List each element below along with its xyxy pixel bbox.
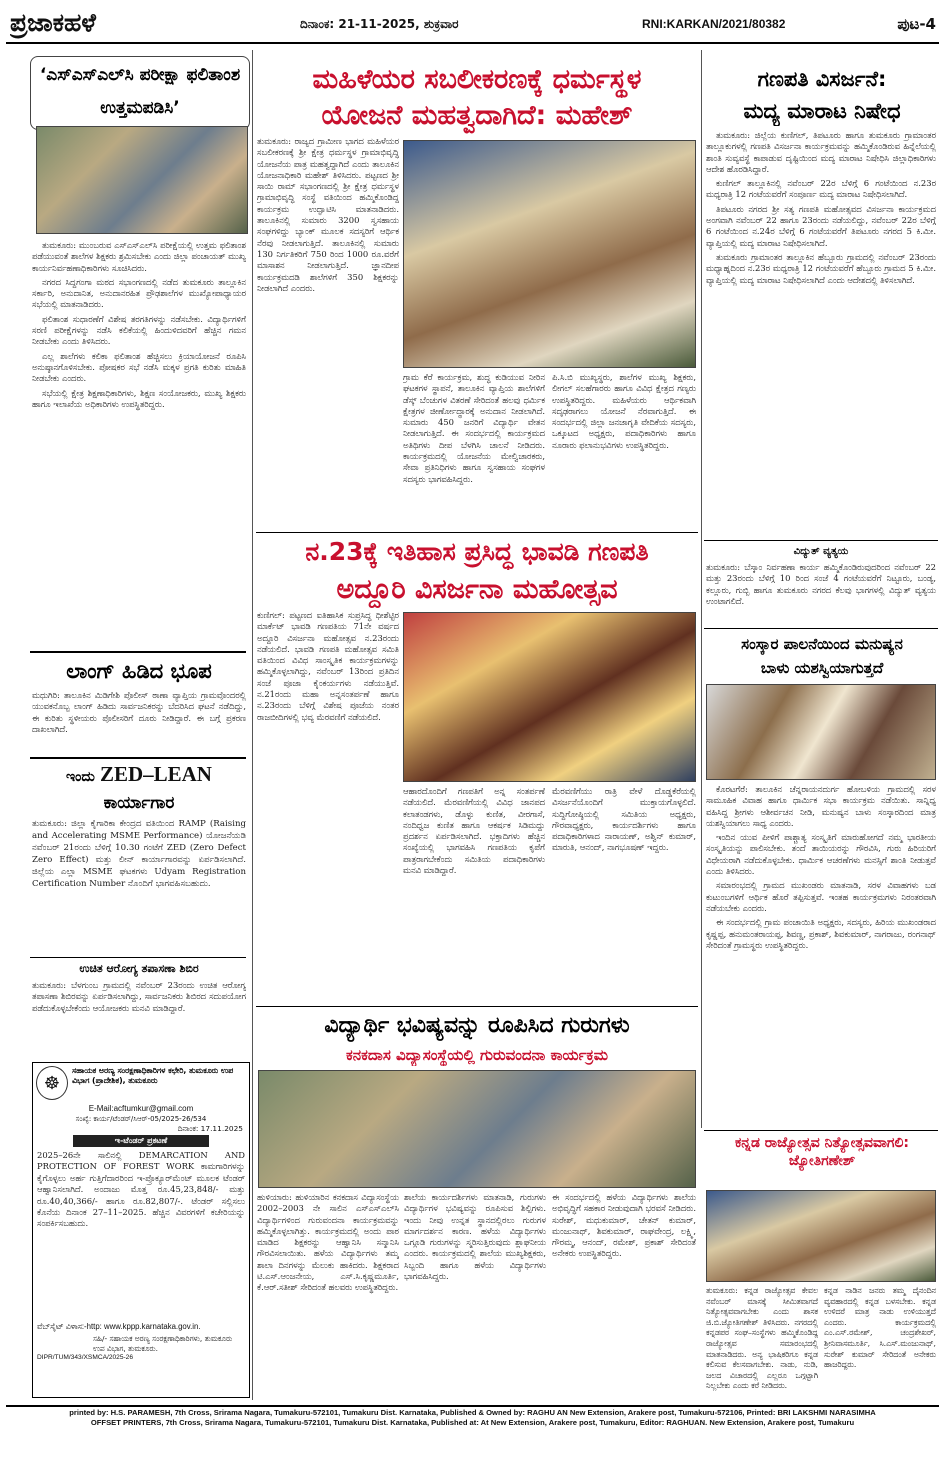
ban-headline-2: ಮದ್ಯ ಮಾರಾಟ ನಿಷೇಧ (743, 99, 901, 123)
sslc-headline: ‘ಎಸ್‌ಎಸ್‌ಎಲ್‌ಸಿ ಪರೀಕ್ಷಾ ಫಲಿತಾಂಶ ಉತ್ತಮಪಡಿಸಿ’ (39, 65, 241, 118)
forest-signatory: ಸಹಿ/- ಸಹಾಯಕ ಅರಣ್ಯ ಸಂರಕ್ಷಣಾಧಿಕಾರಿಗಳು, ತುಮಕೂರು ಉಪ ವಿಭಾಗ, ತುಮಕೂರು. (93, 1334, 233, 1353)
ban-para: ತುಮಕೂರು ಗ್ರಾಮಾಂತರ ತಾಲ್ಲೂಕಿನ ಹೆಬ್ಬೂರು ಗ್ರಾಮದಲ್ಲಿ ನವೆಂಬರ್ 23ರಂದು ಮಧ್ಯಾಹ್ನದಿಂದ ನ.23ರ ಮಧ್ಯರಾತ್ರಿ 12 ಗಂಟೆಯವರೆಗೆ ಹೆಬ್ಬೂರು ಗ್ರಾಮದ 5 ಕಿ.ಮೀ. ವ್ಯಾಪ್ತಿಯಲ್ಲಿ ಮದ್ಯ ಮಾರಾಟ ನಿಷೇಧಿಸಲಾಗಿದೆ ಎಂದು ಆದೇಶದಲ್ಲಿ ತಿಳಿಸಲಾಗಿದೆ. (706, 251, 936, 285)
column-rule (701, 50, 702, 1128)
jyothi-felicitation-photo (706, 1190, 936, 1282)
health-camp-headline: ಉಚಿತ ಆರೋಗ್ಯ ತಪಾಸಣಾ ಶಿಬಿರ (79, 962, 199, 975)
divider (704, 540, 938, 541)
gurugalu-col-2: ಶಾಲೆಯ ಕಾರ್ಯದರ್ಶಿಗಳು ಮಾತನಾಡಿ, ಗುರುಗಳು ವಿದ್ಯಾರ್ಥಿಗಳ ಭವಿಷ್ಯವನ್ನು ರೂಪಿಸುವ ಶಿಲ್ಪಿಗಳು. ಇಂದು ನೀವು ಉನ್ನತ ಸ್ಥಾನದಲ್ಲಿರಲು ಗುರುಗಳ ಮಾರ್ಗದರ್ಶನ ಕಾರಣ. ಹಳೆಯ ವಿದ್ಯಾರ್ಥಿಗಳು ಒಗ್ಗೂಡಿ ಗುರುಗಳನ್ನು ಸ್ಮರಿಸುತ್ತಿರುವುದು ಶ್ಲಾಘನೀಯ ಎಂದರು. ಕಾರ್ಯಕ್ರಮದಲ್ಲಿ ಶಾಲೆಯ ಮುಖ್ಯಶಿಕ್ಷಕರು, ಸಿಬ್ಬಂದಿ ಹಾಗೂ ಹಳೆಯ ವಿದ್ಯಾರ್ಥಿಗಳು ಭಾಗವಹಿಸಿದ್ದರು. (404, 1192, 546, 1282)
sslc-para: ಫಲಿತಾಂಶ ಸುಧಾರಣೆಗೆ ವಿಶೇಷ ತರಗತಿಗಳನ್ನು ನಡೆಸಬೇಕು. ವಿದ್ಯಾರ್ಥಿಗಳಿಗೆ ಸರಣಿ ಪರೀಕ್ಷೆಗಳನ್ನು ನಡೆಸಿ ಕಲಿಕೆಯಲ್ಲಿ ಹಿಂದುಳಿದವರಿಗೆ ಹೆಚ್ಚಿನ ಗಮನ ನೀಡಬೇಕು ಎಂದು ತಿಳಿಸಿದರು. (32, 313, 246, 347)
forest-tender-notice (32, 1062, 250, 1398)
gurugalu-headline: ವಿದ್ಯಾರ್ಥಿ ಭವಿಷ್ಯವನ್ನು ರೂಪಿಸಿದ ಗುರುಗಳು (324, 1013, 630, 1038)
bhavadi-headline-1: ನ.23ಕ್ಕೆ ಇತಿಹಾಸ ಪ್ರಸಿದ್ಧ ಭಾವಡಿ ಗಣಪತಿ (305, 537, 649, 566)
samskara-para: ಕೊರಟಗೆರೆ: ತಾಲೂಕಿನ ಚೆನ್ನರಾಯನದುರ್ಗ ಹೋಬಳಿಯ ಗ್ರಾಮದಲ್ಲಿ ಸರಳ ಸಾಮೂಹಿಕ ವಿವಾಹ ಹಾಗೂ ಧಾರ್ಮಿಕ ಸಭಾ ಕಾರ್ಯಕ್ರಮ ನಡೆಯಿತು. ಸಾನ್ನಿಧ್ಯ ವಹಿಸಿದ್ದ ಶ್ರೀಗಳು ಆಶೀರ್ವಚನ ನೀಡಿ, ಮನುಷ್ಯನ ಬಾಳು ಸಂಸ್ಕಾರದಿಂದ ಮಾತ್ರ ಯಶಸ್ವಿಯಾಗಲು ಸಾಧ್ಯ ಎಂದರು. (706, 784, 936, 828)
samskara-headline-2: ಬಾಳು ಯಶಸ್ವಿಯಾಗುತ್ತದೆ (760, 659, 884, 677)
divider (30, 757, 246, 759)
government-emblem-icon: ☸ (36, 1066, 68, 1100)
mahesh-col-2: ಗ್ರಾಮ ಕೆರೆ ಕಾರ್ಯಕ್ರಮ, ಶುದ್ಧ ಕುಡಿಯುವ ನೀರಿನ ಘಟಕಗಳ ಸ್ಥಾಪನೆ, ತಾಲೂಕಿನ ವ್ಯಾಪ್ತಿಯ ಶಾಲೆಗಳಿಗೆ ಡೆಸ್ಕ್ ಬೆಂಚುಗಳ ವಿತರಣೆ ಸೇರಿದಂತೆ ಹಲವು ಧರ್ಮಿಕ ಕ್ಷೇತ್ರಗಳ ಜೀರ್ಣೋದ್ಧಾರಕ್ಕೆ ಅನುದಾನ ನೀಡಲಾಗಿದೆ. ಸುಮಾರು 450 ಜನರಿಗೆ ವಿದ್ಯಾರ್ಥಿ ವೇತನ ನೀಡಲಾಗುತ್ತಿದೆ. ಈ ಸಂದರ್ಭದಲ್ಲಿ ಕಾರ್ಯಕ್ರಮದ ಅತಿಥಿಗಳು ದೀಪ ಬೆಳಗಿಸಿ ಚಾಲನೆ ನೀಡಿದರು. ಕಾರ್ಯಕ್ರಮದಲ್ಲಿ ಯೋಜನೆಯ ಮೇಲ್ವಿಚಾರಕರು, ಸೇವಾ ಪ್ರತಿನಿಧಿಗಳು ಹಾಗೂ ಸ್ವಸಹಾಯ ಸಂಘಗಳ ಸದಸ್ಯರು ಭಾಗವಹಿಸಿದ್ದರು. (403, 372, 545, 484)
dipr-code: DIPR/TUM/343/XSMCA/2025-26 (37, 1354, 134, 1362)
divider (30, 957, 246, 958)
ban-body (706, 130, 936, 534)
masthead-rule (6, 42, 939, 44)
gurugalu-subhead: ಕನಕದಾಸ ವಿದ್ಯಾಸಂಸ್ಥೆಯಲ್ಲಿ ಗುರುವಂದನಾ ಕಾರ್ಯಕ್ರಮ (346, 1046, 608, 1064)
samskara-group-photo (706, 684, 936, 780)
bhoopa-body: ಮಧುಗಿರಿ: ತಾಲೂಕಿನ ಮಿಡಿಗೇಶಿ ಪೊಲೀಸ್ ಠಾಣಾ ವ್ಯಾಪ್ತಿಯ ಗ್ರಾಮವೊಂದರಲ್ಲಿ ಯುವಕನೊಬ್ಬ ಲಾಂಗ್ ಹಿಡಿದು ಸಾರ್ವಜನಿಕರನ್ನು ಬೆದರಿಸಿದ ಘಟನೆ ನಡೆದಿದ್ದು, ಈ ಕುರಿತು ಸ್ಥಳೀಯರು ಪೊಲೀಸರಿಗೆ ದೂರು ನೀಡಿದ್ದಾರೆ. ಈ ಬಗ್ಗೆ ಪ್ರಕರಣ ದಾಖಲಾಗಿದೆ. (32, 690, 246, 734)
samskara-para: ಇಂದಿನ ಯುವ ಪೀಳಿಗೆ ಪಾಶ್ಚಾತ್ಯ ಸಂಸ್ಕೃತಿಗೆ ಮಾರುಹೋಗದೆ ನಮ್ಮ ಭಾರತೀಯ ಸಂಸ್ಕೃತಿಯನ್ನು ಪಾಲಿಸಬೇಕು. ತಂದೆ ತಾಯಿಯರನ್ನು ಗೌರವಿಸಿ, ಗುರು ಹಿರಿಯರಿಗೆ ವಿಧೇಯರಾಗಿ ನಡೆದುಕೊಳ್ಳಬೇಕು. ಧಾರ್ಮಿಕ ಆಚರಣೆಗಳು ಮನಸ್ಸಿಗೆ ಶಾಂತಿ ನೀಡುತ್ತವೆ ಎಂದು ತಿಳಿಸಿದರು. (706, 832, 936, 877)
imprint (6, 1408, 939, 1430)
imprint-line-2: OFFSET PRINTERS, 7th Cross, Srirama Nagara, Tumakuru-572101, Tumakuru Dist. Karnataka, Published at: At New Extension, Arakere post, Tumakuru, Editor: RAGHUAN. New Extension, Arakere post, Tumakuru (90, 1418, 855, 1427)
ban-para: ಕುಣಿಗಲ್ ತಾಲ್ಲೂಕಿನಲ್ಲಿ ನವೆಂಬರ್ 22ರ ಬೆಳಿಗ್ಗೆ 6 ಗಂಟೆಯಿಂದ ನ.23ರ ಮಧ್ಯರಾತ್ರಿ 12 ಗಂಟೆಯವರೆಗೆ ಸಂಪೂರ್ಣ ಮದ್ಯ ಮಾರಾಟ ನಿಷೇಧಿಸಲಾಗಿದೆ. (706, 178, 936, 200)
mahesh-event-photo (403, 140, 696, 368)
bhavadi-col-2: ಆಹಾರದೊಂದಿಗೆ ಗಣಪತಿಗೆ ಅನ್ನ ಸಂತರ್ಪಣೆ ನಡೆಯಲಿದೆ. ಮೆರವಣಿಗೆಯಲ್ಲಿ ವಿವಿಧ ಜಾನಪದ ಕಲಾತಂಡಗಳು, ಡೊಳ್ಳು ಕುಣಿತ, ವೀರಗಾಸೆ, ನಂದಿಧ್ವಜ ಕುಣಿತ ಹಾಗೂ ಆಕರ್ಷಕ ಸಿಡಿಮದ್ದು ಪ್ರದರ್ಶನ ಏರ್ಪಡಿಸಲಾಗಿದೆ. ಭಕ್ತಾದಿಗಳು ಹೆಚ್ಚಿನ ಸಂಖ್ಯೆಯಲ್ಲಿ ಭಾಗವಹಿಸಿ ಗಣಪತಿಯ ಕೃಪೆಗೆ ಪಾತ್ರರಾಗಬೇಕೆಂದು ಸಮಿತಿಯ ಪದಾಧಿಕಾರಿಗಳು ಮನವಿ ಮಾಡಿದ್ದಾರೆ. (403, 786, 545, 876)
jyothi-col-1: ತುಮಕೂರು: ಕನ್ನಡ ರಾಜ್ಯೋತ್ಸವ ಕೇವಲ ನವೆಂಬರ್ ಮಾಸಕ್ಕೆ ಸೀಮಿತವಾಗದೆ ನಿತ್ಯೋತ್ಸವವಾಗಬೇಕು ಎಂದು ಶಾಸಕ ಜಿ.ಬಿ.ಜ್ಯೋತಿಗಣೇಶ್ ತಿಳಿಸಿದರು. ನಗರದಲ್ಲಿ ಕನ್ನಡಪರ ಸಂಘ–ಸಂಸ್ಥೆಗಳು ಹಮ್ಮಿಕೊಂಡಿದ್ದ ರಾಜ್ಯೋತ್ಸವ ಸಮಾರಂಭದಲ್ಲಿ ಮಾತನಾಡಿದರು. ಅನ್ಯ ಭಾಷಿಕರಿಗೂ ಕನ್ನಡ ಕಲಿಸುವ ಕೆಲಸವಾಗಬೇಕು. ನಾಡು, ನುಡಿ, ಜಲದ ವಿಚಾರದಲ್ಲಿ ಎಲ್ಲರೂ ಒಗ್ಗಟ್ಟಾಗಿ ನಿಲ್ಲಬೇಕು ಎಂದು ಕರೆ ನೀಡಿದರು. (706, 1286, 818, 1391)
rni-number: RNI:KARKAN/2021/80382 (642, 17, 786, 31)
forest-notice-body: 2025–26ನೇ ಸಾಲಿನಲ್ಲಿ DEMARCATION AND PROTECTION OF FOREST WORK ಕಾಮಗಾರಿಗಳನ್ನು ಕೈಗೊಳ್ಳಲು ಅರ್ಹ ಗುತ್ತಿಗೆದಾರರಿಂದ ಇ-ಪ್ರೊಕ್ಯೂರ್‌ಮೆಂಟ್ ಮೂಲಕ ಟೆಂಡರ್ ಆಹ್ವಾನಿಸಲಾಗಿದೆ. ಅಂದಾಜು ಮೊತ್ತ ರೂ.45,23,848/- ಮತ್ತು ರೂ.40,40,366/- ಹಾಗೂ ರೂ.82,807/-. ಟೆಂಡರ್ ಸಲ್ಲಿಸಲು ಕೊನೆಯ ದಿನಾಂಕ 27–11–2025. ಹೆಚ್ಚಿನ ವಿವರಗಳಿಗೆ ಕಚೇರಿಯನ್ನು ಸಂಪರ್ಕಿಸಬಹುದು. (37, 1150, 245, 1229)
mahesh-headline-2: ಯೋಜನೆ ಮಹತ್ವದಾಗಿದೆ: ಮಹೇಶ್ (321, 100, 633, 131)
bhavadi-col-3: ಮೆರವಣಿಗೆಯು ರಾತ್ರಿ ವೇಳೆ ದೊಡ್ಡಕೆರೆಯಲ್ಲಿ ವಿಸರ್ಜನೆಯೊಂದಿಗೆ ಮುಕ್ತಾಯಗೊಳ್ಳಲಿದೆ. ಸುದ್ದಿಗೋಷ್ಠಿಯಲ್ಲಿ ಸಮಿತಿಯ ಅಧ್ಯಕ್ಷರು, ಗೌರವಾಧ್ಯಕ್ಷರು, ಕಾರ್ಯದರ್ಶಿಗಳು ಹಾಗೂ ಪದಾಧಿಕಾರಿಗಳಾದ ನಾರಾಯಣ್, ಅಶ್ವಿನ್ ಕುಮಾರ್, ಮಾರುತಿ, ಆನಂದ್, ನಾಗಭೂಷಣ್ ಇದ್ದರು. (552, 786, 696, 853)
samskara-para: ಸಮಾರಂಭದಲ್ಲಿ ಗ್ರಾಮದ ಮುಖಂಡರು ಮಾತನಾಡಿ, ಸರಳ ವಿವಾಹಗಳು ಬಡ ಕುಟುಂಬಗಳಿಗೆ ಆರ್ಥಿಕ ಹೊರೆ ತಪ್ಪಿಸುತ್ತವೆ. ಇಂತಹ ಕಾರ್ಯಕ್ರಮಗಳು ನಿರಂತರವಾಗಿ ನಡೆಯಬೇಕು ಎಂದರು. (706, 880, 936, 913)
mahesh-col-1: ತುಮಕೂರು: ರಾಜ್ಯದ ಗ್ರಾಮೀಣ ಭಾಗದ ಮಹಿಳೆಯರ ಸಬಲೀಕರಣಕ್ಕೆ ಶ್ರೀ ಕ್ಷೇತ್ರ ಧರ್ಮಸ್ಥಳ ಗ್ರಾಮಾಭಿವೃದ್ಧಿ ಯೋಜನೆಯ ಪಾತ್ರ ಮಹತ್ವದ್ದಾಗಿದೆ ಎಂದು ತಾಲೂಕಿನ ಯೋಜನಾಧಿಕಾರಿ ಮಹೇಶ್ ತಿಳಿಸಿದರು. ಪಟ್ಟಣದ ಶ್ರೀ ಸಾಯಿ ರಾಮ್ ಸಭಾಂಗಣದಲ್ಲಿ ಶ್ರೀ ಕ್ಷೇತ್ರ ಧರ್ಮಸ್ಥಳ ಗ್ರಾಮಾಭಿವೃದ್ಧಿ ಸಂಸ್ಥೆ ವತಿಯಿಂದ ಹಮ್ಮಿಕೊಂಡಿದ್ದ ಕಾರ್ಯಕ್ರಮ ಉದ್ಘಾಟಿಸಿ ಮಾತನಾಡಿದರು. ತಾಲೂಕಿನಲ್ಲಿ ಸುಮಾರು 3200 ಸ್ವಸಹಾಯ ಸಂಘಗಳಿದ್ದು ಬ್ಯಾಂಕ್ ಮೂಲಕ ಸದಸ್ಯರಿಗೆ ಆರ್ಥಿಕ ನೆರವು ನೀಡಲಾಗುತ್ತಿದೆ. ತಾಲೂಕಿನಲ್ಲಿ ಸುಮಾರು 130 ನಿರ್ಗತಿಕರಿಗೆ 750 ರಿಂದ 1000 ರೂ.ವರೆಗೆ ಮಾಸಾಶನ ನೀಡಲಾಗುತ್ತಿದೆ. ಜ್ಞಾನದೀಪ ಕಾರ್ಯಕ್ರಮದಡಿ ಶಾಲೆಗಳಿಗೆ 350 ಶಿಕ್ಷಕರನ್ನು ನೀಡಲಾಗಿದೆ ಎಂದರು. (257, 136, 399, 293)
forest-ref-number: ಸಂಖ್ಯೆ: ಕಾರ್ಯ/ಟೆಂಡರ್/ಸಿಆರ್-05/2025-26/534 (75, 1115, 207, 1123)
gurugalu-col-1: ಹುಳಿಯಾರು: ಹುಳಿಯಾರಿನ ಕನಕದಾಸ ವಿದ್ಯಾಸಂಸ್ಥೆಯ 2002–2003 ನೇ ಸಾಲಿನ ಎಸ್‌ಎಸ್‌ಎಲ್‌ಸಿ ವಿದ್ಯಾರ್ಥಿಗಳಿಂದ ಗುರುವಂದನಾ ಕಾರ್ಯಕ್ರಮವನ್ನು ಹಮ್ಮಿಕೊಳ್ಳಲಾಗಿತ್ತು. ಕಾರ್ಯಕ್ರಮದಲ್ಲಿ ಅಂದು ಪಾಠ ಮಾಡಿದ ಶಿಕ್ಷಕರನ್ನು ಆಹ್ವಾನಿಸಿ ಸನ್ಮಾನಿಸಿ ಗೌರವಿಸಲಾಯಿತು. ಹಳೆಯ ವಿದ್ಯಾರ್ಥಿಗಳು ತಮ್ಮ ಶಾಲಾ ದಿನಗಳನ್ನು ಮೆಲುಕು ಹಾಕಿದರು. ಶಿಕ್ಷಕರಾದ ಟಿ.ಎಸ್.ಆಂಜನೇಯ, ಎಸ್.ಸಿ.ಕೃಷ್ಣಮೂರ್ತಿ, ಕೆ.ಆರ್.ಸತೀಶ್ ಸೇರಿದಂತೆ ಹಲವರು ಉಪಸ್ಥಿತರಿದ್ದರು. (257, 1192, 399, 1293)
page-number: ಪುಟ-4 (897, 15, 936, 33)
column-rule (252, 50, 253, 1400)
sslc-meeting-photo (36, 126, 248, 234)
ban-para: ತುಮಕೂರು: ಜಿಲ್ಲೆಯ ಕುಣಿಗಲ್, ತಿಪಟೂರು ಹಾಗೂ ತುಮಕೂರು ಗ್ರಾಮಾಂತರ ತಾಲ್ಲೂಕುಗಳಲ್ಲಿ ಗಣಪತಿ ವಿಸರ್ಜನಾ ಕಾರ್ಯಕ್ರಮವನ್ನು ಹಮ್ಮಿಕೊಂಡಿರುವ ಹಿನ್ನೆಲೆಯಲ್ಲಿ ಶಾಂತಿ ಸುವ್ಯವಸ್ಥೆ ಕಾಪಾಡುವ ದೃಷ್ಟಿಯಿಂದ ಮದ್ಯ ಮಾರಾಟ ನಿಷೇಧಿಸಿ ಜಿಲ್ಲಾಧಿಕಾರಿಗಳು ಆದೇಶ ಹೊರಡಿಸಿದ್ದಾರೆ. (706, 130, 936, 174)
zed-kicker: ಇಂದು (66, 769, 95, 785)
divider (30, 651, 246, 653)
samskara-headline-1: ಸಂಸ್ಕಾರ ಪಾಲನೆಯಿಂದ ಮನುಷ್ಯನ (741, 635, 903, 653)
sslc-body (32, 240, 246, 640)
samskara-para: ಈ ಸಂದರ್ಭದಲ್ಲಿ ಗ್ರಾಮ ಪಂಚಾಯಿತಿ ಅಧ್ಯಕ್ಷರು, ಸದಸ್ಯರು, ಹಿರಿಯ ಮುಖಂಡರಾದ ಕೃಷ್ಣಪ್ಪ, ಹನುಮಂತರಾಯಪ್ಪ, ಶಿವಣ್ಣ, ಪ್ರಕಾಶ್, ಶಿವಕುಮಾರ್, ನಾಗರಾಜು, ರಂಗನಾಥ್ ಸೇರಿದಂತೆ ಗ್ರಾಮಸ್ಥರು ಉಪಸ್ಥಿತರಿದ್ದರು. (706, 917, 936, 950)
sslc-para: ಸಭೆಯಲ್ಲಿ ಕ್ಷೇತ್ರ ಶಿಕ್ಷಣಾಧಿಕಾರಿಗಳು, ಶಿಕ್ಷಣ ಸಂಯೋಜಕರು, ಮುಖ್ಯ ಶಿಕ್ಷಕರು ಹಾಗೂ ಇಲಾಖೆಯ ಅಧಿಕಾರಿಗಳು ಉಪಸ್ಥಿತರಿದ್ದರು. (32, 387, 246, 409)
gurugalu-col-3: ಈ ಸಂದರ್ಭದಲ್ಲಿ ಹಳೆಯ ವಿದ್ಯಾರ್ಥಿಗಳು ಶಾಲೆಯ ಅಭಿವೃದ್ಧಿಗೆ ಸಹಕಾರ ನೀಡುವುದಾಗಿ ಭರವಸೆ ನೀಡಿದರು. ಸುರೇಶ್, ಮಧುಕುಮಾರ್, ಚೇತನ್ ಕುಮಾರ್, ಮಂಜುನಾಥ್, ಶಿವಕುಮಾರ್, ರಾಘವೇಂದ್ರ, ಲಕ್ಷ್ಮಿ, ಗೌರಮ್ಮ, ಆನಂದ್, ರಮೇಶ್, ಪ್ರಕಾಶ್ ಸೇರಿದಂತೆ ಅನೇಕರು ಉಪಸ್ಥಿತರಿದ್ದರು. (552, 1192, 696, 1259)
samskara-body (706, 784, 936, 1126)
bhavadi-col-1: ಕುಣಿಗಲ್: ಪಟ್ಟಣದ ಐತಿಹಾಸಿಕ ಸುಪ್ರಸಿದ್ಧ ಧೀಶೆಟ್ಟಿರ ಮಾರ್ಕೆಟ್ ಭಾವಡಿ ಗಣಪತಿಯ 71ನೇ ವರ್ಷದ ಅದ್ದೂರಿ ವಿಸರ್ಜನಾ ಮಹೋತ್ಸವ ನ.23ರಂದು ನಡೆಯಲಿದೆ. ಭಾವಡಿ ಗಣಪತಿ ಮಹೋತ್ಸವ ಸಮಿತಿ ವತಿಯಿಂದ ವಿವಿಧ ಸಾಂಸ್ಕೃತಿಕ ಕಾರ್ಯಕ್ರಮಗಳನ್ನು ಹಮ್ಮಿಕೊಳ್ಳಲಾಗಿದ್ದು, ನವೆಂಬರ್ 13ರಿಂದ ಪ್ರತಿದಿನ ಸಂಜೆ ಪೂಜಾ ಕೈಂಕರ್ಯಗಳು ನಡೆಯುತ್ತಿವೆ. ನ.21ರಂದು ಮಹಾ ಅನ್ನಸಂತರ್ಪಣೆ ಹಾಗೂ ನ.23ರಂದು ಬೆಳಿಗ್ಗೆ ವಿಶೇಷ ಪೂಜೆಯ ನಂತರ ರಾಜಬೀದಿಗಳಲ್ಲಿ ಭವ್ಯ ಮೆರವಣಿಗೆ ನಡೆಯಲಿದೆ. (257, 610, 399, 722)
ban-headline-1: ಗಣಪತಿ ವಿಸರ್ಜನೆ: (757, 67, 887, 91)
mahesh-col-3: ಪಿ.ಸಿ.ಬಿ ಮುಖ್ಯಸ್ಥರು, ಶಾಲೆಗಳ ಮುಖ್ಯ ಶಿಕ್ಷಕರು, ಲೀಗಲ್ ಸಲಹೆಗಾರರು ಹಾಗೂ ವಿವಿಧ ಕ್ಷೇತ್ರದ ಗಣ್ಯರು ಉಪಸ್ಥಿತರಿದ್ದರು. ಮಹಿಳೆಯರು ಆರ್ಥಿಕವಾಗಿ ಸದೃಢರಾಗಲು ಯೋಜನೆ ನೆರವಾಗುತ್ತಿದೆ. ಈ ಸಂದರ್ಭದಲ್ಲಿ ಜಿಲ್ಲಾ ಜನಜಾಗೃತಿ ವೇದಿಕೆಯ ಸದಸ್ಯರು, ಒಕ್ಕೂಟದ ಅಧ್ಯಕ್ಷರು, ಪದಾಧಿಕಾರಿಗಳು ಹಾಗೂ ನೂರಾರು ಫಲಾನುಭವಿಗಳು ಉಪಸ್ಥಿತರಿದ್ದರು. (552, 372, 696, 450)
power-cut-headline: ವಿದ್ಯುತ್ ವ್ಯತ್ಯಯ (793, 546, 849, 557)
power-cut-body: ತುಮಕೂರು: ಬೆಸ್ಕಾಂ ನಿರ್ವಹಣಾ ಕಾರ್ಯ ಹಮ್ಮಿಕೊಂಡಿರುವುದರಿಂದ ನವೆಂಬರ್ 22 ಮತ್ತು 23ರಂದು ಬೆಳಿಗ್ಗೆ 10 ರಿಂದ ಸಂಜೆ 4 ಗಂಟೆಯವರೆಗೆ ನಿಟ್ಟೂರು, ಬಂಡ್ಯ, ಕಲ್ಲೂರು, ಗುಬ್ಬಿ ಹಾಗೂ ತುಮಕೂರು ನಗರದ ಕೆಲವು ಭಾಗಗಳಲ್ಲಿ ವಿದ್ಯುತ್ ವ್ಯತ್ಯಯ ಉಂಟಾಗಲಿದೆ. (706, 562, 936, 606)
sslc-headline-box (30, 56, 250, 130)
divider (704, 628, 938, 629)
paper-name: ಪ್ರಜಾಕಹಳೆ (10, 8, 96, 37)
divider (256, 1006, 698, 1007)
gurugalu-group-photo (258, 1070, 696, 1188)
sslc-para: ತುಮಕೂರು: ಮುಂಬರುವ ಎಸ್‌ಎಸ್‌ಎಲ್‌ಸಿ ಪರೀಕ್ಷೆಯಲ್ಲಿ ಉತ್ತಮ ಫಲಿತಾಂಶ ಪಡೆಯುವಂತೆ ಶಾಲೆಗಳ ಶಿಕ್ಷಕರು ಶ್ರಮಿಸಬೇಕು ಎಂದು ಜಿಲ್ಲಾ ಪಂಚಾಯತ್ ಮುಖ್ಯ ಕಾರ್ಯನಿರ್ವಹಣಾಧಿಕಾರಿಗಳು ಸೂಚಿಸಿದರು. (32, 240, 246, 273)
sslc-para: ನಗರದ ಸಿದ್ದಗಂಗಾ ಮಠದ ಸಭಾಂಗಣದಲ್ಲಿ ನಡೆದ ತುಮಕೂರು ತಾಲ್ಲೂಕಿನ ಸರ್ಕಾರಿ, ಅನುದಾನಿತ, ಅನುದಾನರಹಿತ ಪ್ರೌಢಶಾಲೆಗಳ ಮುಖ್ಯೋಪಾಧ್ಯಾಯರ ಸಭೆಯಲ್ಲಿ ಮಾತನಾಡಿದರು. (32, 276, 246, 310)
bhoopa-headline: ಲಾಂಗ್ ಹಿಡಿದ ಭೂಪ (66, 659, 212, 683)
zed-title: ZED–LEAN (99, 762, 212, 786)
zed-title-row (32, 762, 246, 790)
issue-date: ದಿನಾಂಕ: 21-11-2025, ಶುಕ್ರವಾರ (300, 17, 459, 31)
divider (256, 532, 698, 533)
imprint-line-1: printed by: H.S. PARAMESH, 7th Cross, Srirama Nagara, Tumakuru-572101, Tumakuru Dist. Karnataka, Published & Owned by: RAGHU AN New Extension, Arakere post, Tumakuru-572106, Printed: BRI LAKSHMI NARASIMHA (69, 1408, 876, 1417)
zed-subtitle: ಕಾರ್ಯಾಗಾರ (103, 793, 175, 813)
bhavadi-headline-2: ಅದ್ದೂರಿ ವಿಸರ್ಜನಾ ಮಹೋತ್ಸವ (336, 574, 618, 605)
zed-body: ತುಮಕೂರು: ಜಿಲ್ಲಾ ಕೈಗಾರಿಕಾ ಕೇಂದ್ರದ ವತಿಯಿಂದ RAMP (Raising and Accelerating MSME Performance) ಯೋಜನೆಯಡಿ ನವೆಂಬರ್ 21ರಂದು ಬೆಳಿಗ್ಗೆ 10.30 ಗಂಟೆಗೆ ZED (Zero Defect Zero Effect) ಮತ್ತು ಲೀನ್ ಕಾರ್ಯಾಗಾರವನ್ನು ಏರ್ಪಡಿಸಲಾಗಿದೆ. ಜಿಲ್ಲೆಯ ಎಲ್ಲಾ MSME ಘಟಕಗಳು Udyam Registration Certification Number ನೊಂದಿಗೆ ಭಾಗವಹಿಸಬಹುದು. (32, 819, 246, 889)
jyothi-col-4: ಕನ್ನಡ ನಾಡಿನ ಜನರು ತಮ್ಮ ದೈನಂದಿನ ವ್ಯವಹಾರದಲ್ಲಿ ಕನ್ನಡ ಬಳಸಬೇಕು. ಕನ್ನಡ ಉಳಿದರೆ ಮಾತ್ರ ನಾಡು ಉಳಿಯುತ್ತದೆ ಎಂದರು. ಕಾರ್ಯಕ್ರಮದಲ್ಲಿ ಎಂ.ಎಸ್.ರಮೇಶ್, ಚಂದ್ರಶೇಖರ್, ಶ್ರೀನಿವಾಸಮೂರ್ತಿ, ಸಿ.ಎಸ್.ಮಂಜುನಾಥ್, ಸುರೇಶ್ ಕುಮಾರ್ ಸೇರಿದಂತೆ ಅನೇಕರು ಹಾಜರಿದ್ದರು. (824, 1286, 936, 1370)
mahesh-headline-1: ಮಹಿಳೆಯರ ಸಬಲೀಕರಣಕ್ಕೆ ಧರ್ಮಸ್ಥಳ (312, 64, 642, 95)
forest-email: E-Mail:acftumkur@gmail.com (88, 1104, 194, 1113)
bhavadi-ganapathi-photo (403, 612, 696, 782)
jyothi-headline: ಕನ್ನಡ ರಾಜ್ಯೋತ್ಸವ ನಿತ್ಯೋತ್ಸವವಾಗಲಿ: ಜ್ಯೋತಿಗಣೇಶ್ (734, 1135, 910, 1169)
footer-rule (6, 1405, 939, 1407)
forest-office-name: ಸಹಾಯಕ ಅರಣ್ಯ ಸಂರಕ್ಷಣಾಧಿಕಾರಿಗಳ ಕಛೇರಿ, ತುಮಕೂರು ಉಪ ವಿಭಾಗ (ಪ್ರಾದೇಶಿಕ), ತುಮಕೂರು (72, 1066, 234, 1085)
divider (704, 1130, 938, 1131)
ban-para: ತಿಪಟೂರು ನಗರದ ಶ್ರೀ ಸತ್ಯ ಗಣಪತಿ ಮಹೋತ್ಸವದ ವಿಸರ್ಜನಾ ಕಾರ್ಯಕ್ರಮದ ಅಂಗವಾಗಿ ನವೆಂಬರ್ 22 ಹಾಗೂ 23ರಂದು ನಡೆಯಲಿದ್ದು, ನವೆಂಬರ್ 22ರ ಬೆಳಿಗ್ಗೆ 6 ಗಂಟೆಯಿಂದ ನ.24ರ ಬೆಳಿಗ್ಗೆ 6 ಗಂಟೆಯವರೆಗೆ ತಿಪಟೂರು ನಗರದ 5 ಕಿ.ಮೀ. ವ್ಯಾಪ್ತಿಯಲ್ಲಿ ಮದ್ಯ ಮಾರಾಟ ನಿಷೇಧಿಸಲಾಗಿದೆ. (706, 203, 936, 248)
forest-notice-label: ಇ-ಟೆಂಡರ್ ಪ್ರಕಟಣೆ (73, 1135, 209, 1147)
forest-website: ವೆಬ್‌ಸೈಟ್ ವಿಳಾಸ:-http: www.kppp.karnataka.gov.in. (37, 1322, 201, 1331)
forest-notice-date: ದಿನಾಂಕ: 17.11.2025 (177, 1124, 243, 1133)
health-camp-body: ತುಮಕೂರು: ಬೆಳಗುಂಬ ಗ್ರಾಮದಲ್ಲಿ ನವೆಂಬರ್ 23ರಂದು ಉಚಿತ ಆರೋಗ್ಯ ತಪಾಸಣಾ ಶಿಬಿರವನ್ನು ಏರ್ಪಡಿಸಲಾಗಿದ್ದು, ಸಾರ್ವಜನಿಕರು ಶಿಬಿರದ ಸದುಪಯೋಗ ಪಡೆದುಕೊಳ್ಳಬೇಕೆಂದು ಆಯೋಜಕರು ಮನವಿ ಮಾಡಿದ್ದಾರೆ. (32, 980, 246, 1013)
sslc-para: ಎಲ್ಲ ಶಾಲೆಗಳು ಕಲಿಕಾ ಫಲಿತಾಂಶ ಹೆಚ್ಚಿಸಲು ಕ್ರಿಯಾಯೋಜನೆ ರೂಪಿಸಿ ಅನುಷ್ಠಾನಗೊಳಿಸಬೇಕು. ಪೋಷಕರ ಸಭೆ ನಡೆಸಿ ಮಕ್ಕಳ ಪ್ರಗತಿ ಕುರಿತು ಮಾಹಿತಿ ನೀಡಬೇಕು ಎಂದರು. (32, 350, 246, 384)
